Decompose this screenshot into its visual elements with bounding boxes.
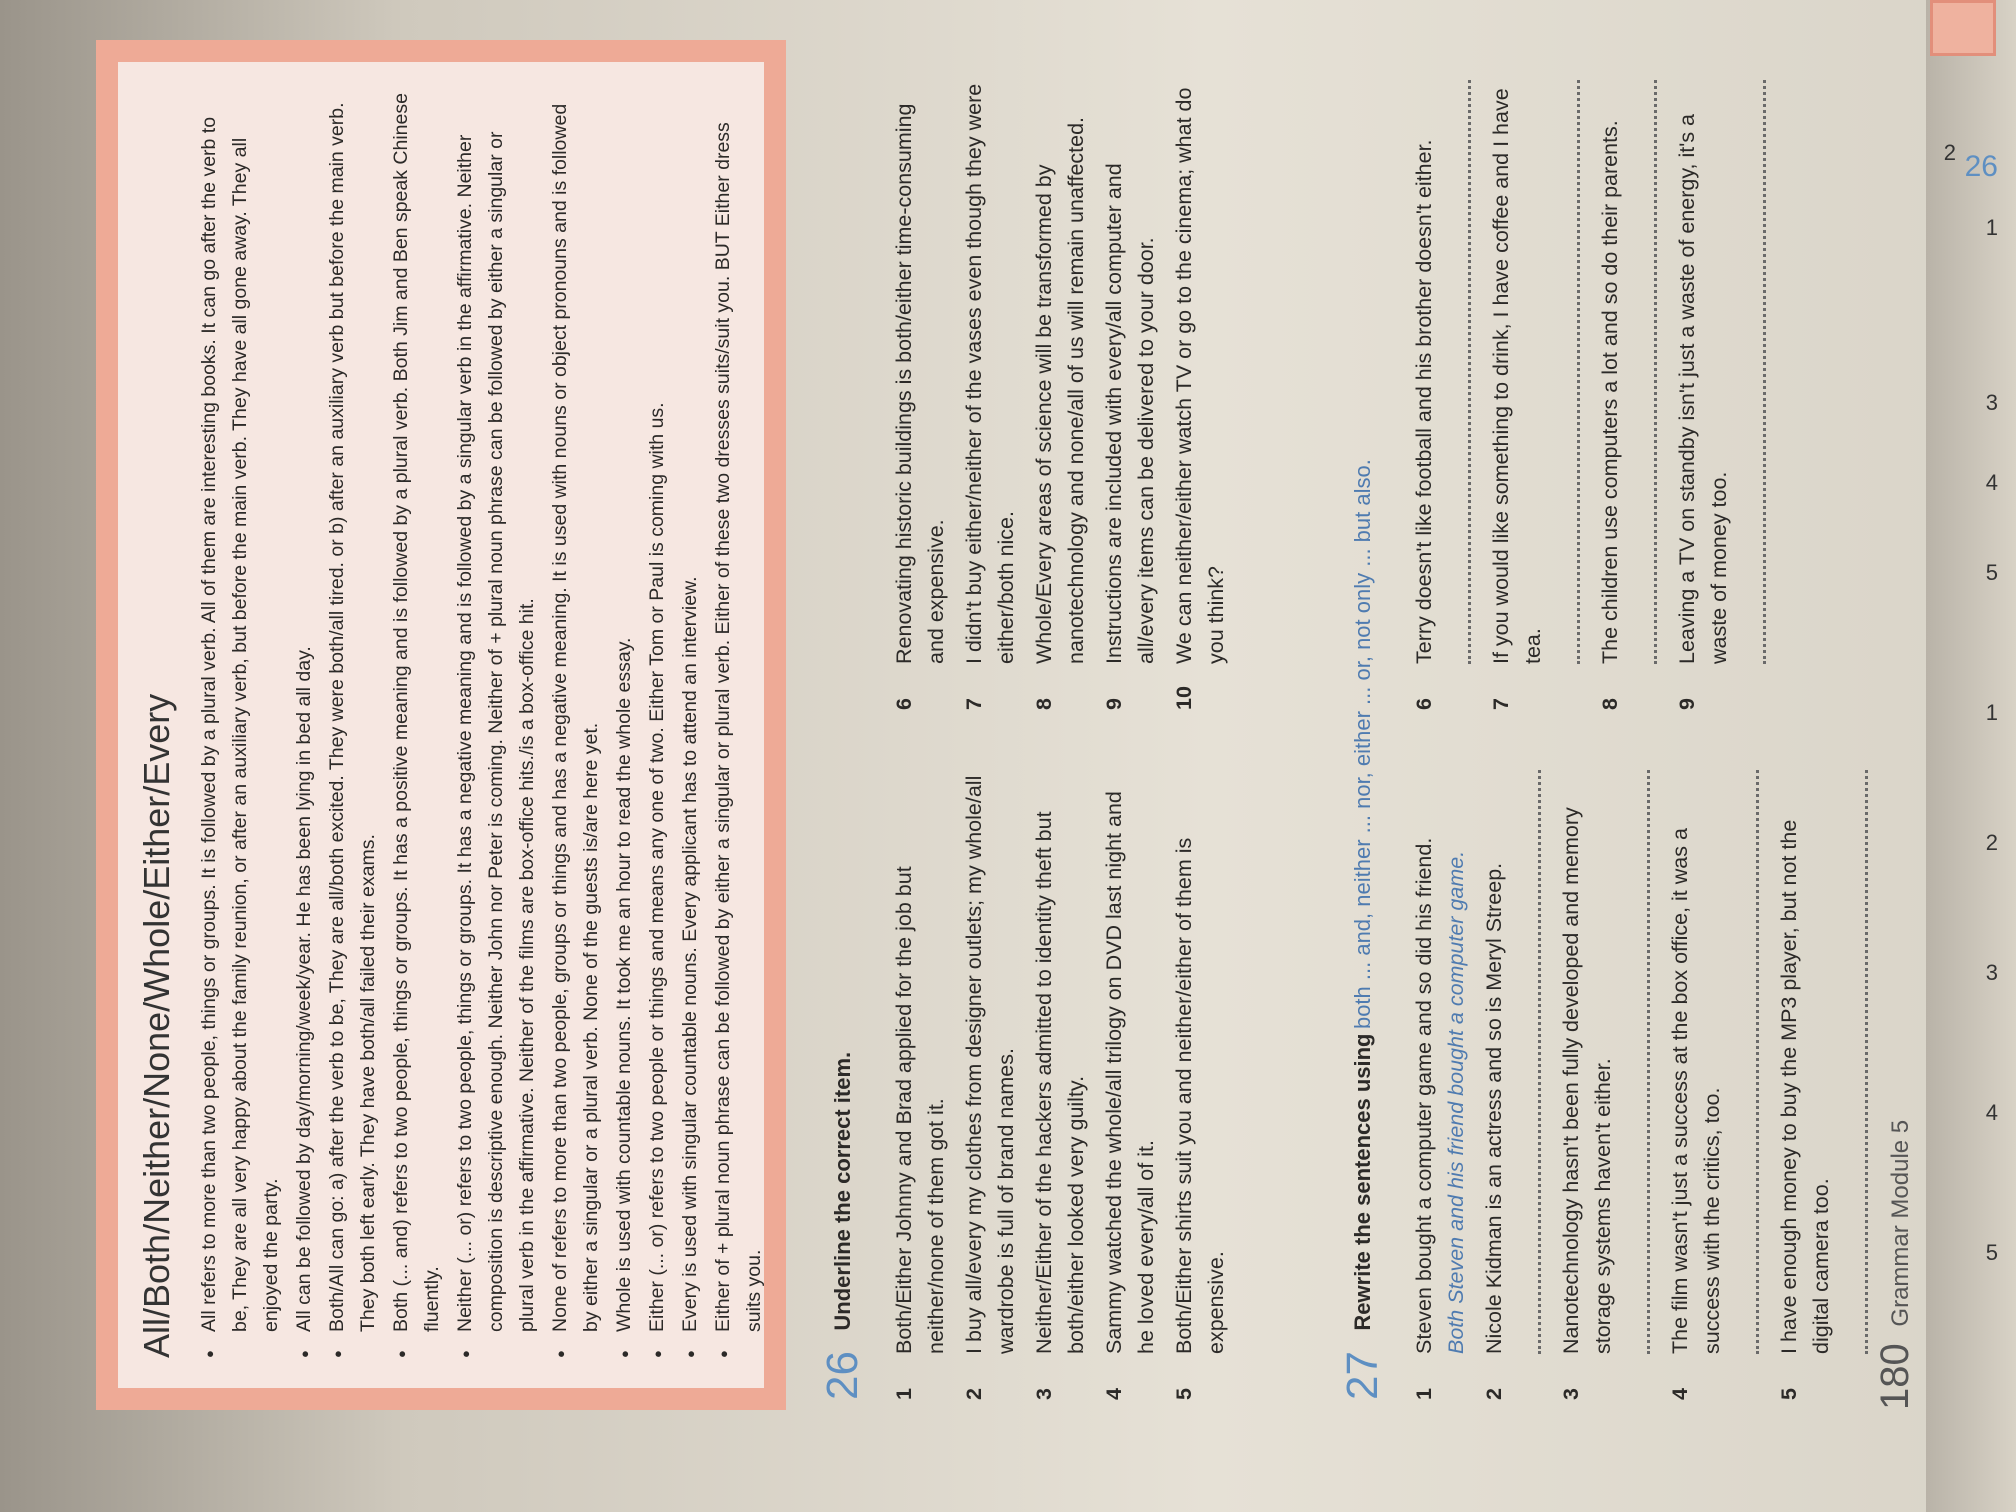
exercise-26-items	[888, 60, 1308, 1400]
list-item: 7 I didn't buy either/neither of the vases even though they were either/both nice.	[962, 83, 1018, 710]
list-item: 6 Renovating historic buildings is both/either time-consuming and expensive.	[892, 103, 948, 710]
rule-whole: ● Whole is used with countable nouns. It took me an hour to read the whole essay.	[609, 92, 640, 1358]
answer-line[interactable]	[1625, 770, 1650, 1354]
exercise-26-heading	[818, 1052, 868, 1400]
list-item: 5 Both/Either shirts suit you and neither/either of them is expensive.	[1172, 837, 1228, 1400]
list-item: 3 Neither/Either of the hackers admitted to identity theft but both/either looked very guilty.	[1032, 811, 1088, 1400]
rule-neither: ● Neither (... or) refers to two people, things or groups. It has a negative meaning and is followed by a singular verb in the affirmative. Neither composition is descriptive enough. Neither John nor Peter is coming. Neither of + plural noun phrase can be followed by either a singular or plural verb in the affirmative. Neither of the films are box-office hits./is a box-office hit.	[450, 92, 543, 1358]
list-item: 8 The children use computers a lot and so do their parents.	[1598, 120, 1622, 710]
facing-page-numbers: 26 1 2 3 4 5 1 2 3 4 5	[1943, 140, 1998, 1265]
list-item: 6 Terry doesn't like football and his brother doesn't either.	[1412, 139, 1436, 710]
list-item: 5 I have enough money to buy the MP3 player, but not the digital camera too.	[1777, 819, 1833, 1400]
exercise-title-words: both ... and, neither ... nor, either ... or, not only ... but also.	[1350, 459, 1375, 1030]
grammar-box-title: All/Both/Neither/None/Whole/Either/Every	[136, 693, 177, 1358]
rule-both-all: ● Both/All can go: a) after the verb to be, They are all/both excited. They were both/all tired. or b) after an auxiliary verb but before the main verb. They both left early. They have both/all failed their exams.	[322, 92, 384, 1358]
answer-line[interactable]	[1516, 770, 1541, 1354]
answer-line[interactable]	[1741, 80, 1766, 664]
answer-line[interactable]	[1843, 770, 1868, 1354]
rule-both: ● Both (... and) refers to two people, things or groups. It has a positive meaning and is followed by a plural verb. Both Jim and Ben speak Chinese fluently.	[386, 92, 448, 1358]
list-item: 1 Both/Either Johnny and Brad applied for the job but neither/none of them got it.	[892, 866, 948, 1400]
module-label: Grammar Module 5	[1887, 1119, 1914, 1327]
exercise-title: Rewrite the sentences using	[1350, 1033, 1375, 1331]
page-number: 180	[1873, 1343, 1917, 1410]
list-item: 4 Sammy watched the whole/all trilogy on DVD last night and he loved every/all of it.	[1102, 791, 1158, 1400]
exercise-27-heading	[1338, 459, 1388, 1400]
answer-line[interactable]	[1446, 80, 1471, 664]
answer-line[interactable]	[1555, 80, 1580, 664]
list-item: 9 Instructions are included with every/all computer and all/every items can be delivered to your door.	[1102, 163, 1158, 710]
list-item: 8 Whole/Every areas of science will be transformed by nanotechnology and none/all of us will remain unaffected.	[1032, 116, 1088, 710]
example-answer: Both Steven and his friend bought a computer game.	[1444, 850, 1468, 1354]
list-item: 2 Nicole Kidman is an actress and so is Meryl Streep.	[1482, 862, 1506, 1400]
list-item: 2 I buy all/every my clothes from designer outlets; my whole/all wardrobe is full of brand names.	[962, 775, 1018, 1400]
list-item: 4 The film wasn't just a success at the box office, it was a success with the critics, too.	[1668, 828, 1724, 1400]
rule-none-of: ● None of refers to more than two people, groups or things and has a negative meaning. It is used with nouns or object pronouns and is followed by either a singular or a plural verb. None of the guests is/are here yet.	[545, 92, 607, 1358]
list-item: 1 Steven bought a computer game and so did his friend. Both Steven and his friend bought a computer game.	[1412, 837, 1468, 1400]
list-item: 3 Nanotechnology hasn't been fully developed and memory storage systems haven't either.	[1559, 807, 1615, 1400]
answer-line[interactable]	[1632, 80, 1657, 664]
textbook-page	[48, 40, 1948, 1460]
rule-all-day: ● All can be followed by day/morning/week/year. He has been lying in bed all day.	[289, 92, 320, 1358]
page-footer	[1873, 1120, 1918, 1410]
list-item: 7 If you would like something to drink, I have coffee and I have tea.	[1489, 88, 1545, 710]
list-item: 10 We can neither/either watch TV or go to the cinema; what do you think?	[1172, 87, 1228, 710]
grammar-box	[96, 40, 786, 1410]
list-item: 9 Leaving a TV on standby isn't just a waste of energy, it's a waste of money too.	[1675, 113, 1731, 710]
exercise-number: 27	[1338, 1351, 1387, 1400]
answer-line[interactable]	[1734, 770, 1759, 1354]
rule-every: ● Every is used with singular countable nouns. Every applicant has to attend an interview.	[675, 92, 706, 1358]
rule-either: ● Either (... or) refers to two people or things and means any one of two. Either Tom or Paul is coming with us.	[642, 92, 673, 1358]
exercise-number: 26	[818, 1351, 867, 1400]
exercise-27-items	[1408, 60, 1848, 1400]
rule-either-of: ● Either of + plural noun phrase can be followed by either a singular or plural verb. Either of these two dresses suits/suit you. BUT Either dress suits you.	[708, 92, 770, 1358]
rule-all: ● All refers to more than two people, things or groups. It is followed by a plural verb. All of them are interesting books. It can go after the verb to be, They are all very happy about the family reunion, or after an auxiliary verb, but before the main verb. They have all gone away. They all enjoyed the party.	[194, 92, 287, 1358]
exercise-title: Underline the correct item.	[830, 1051, 855, 1331]
